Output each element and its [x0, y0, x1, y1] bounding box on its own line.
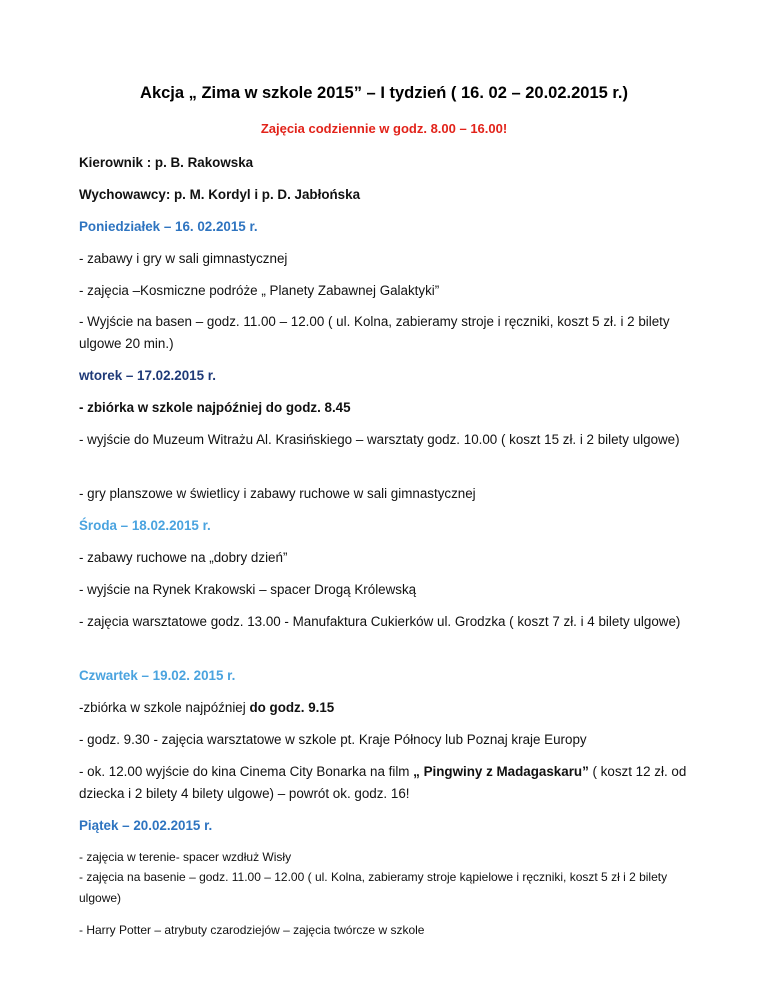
- document-title: Akcja „ Zima w szkole 2015” – I tydzień ( 16. 02 – 20.02.2015 r.): [140, 84, 628, 102]
- tuesday-heading: wtorek – 17.02.2015 r.: [79, 368, 216, 383]
- monday-item: - zajęcia –Kosmiczne podróże „ Planety Zabawnej Galaktyki”: [79, 283, 440, 298]
- thursday-item-text: - ok. 12.00 wyjście do kina Cinema City Bonarka na film: [79, 764, 414, 779]
- manager-line: Kierownik : p. B. Rakowska: [79, 155, 254, 170]
- movie-title: „ Pingwiny z Madagaskaru”: [413, 764, 589, 779]
- thursday-item: - godz. 9.30 - zajęcia warsztatowe w szkole pt. Kraje Północy lub Poznaj kraje Europy: [79, 732, 587, 747]
- tuesday-item: - gry planszowe w świetlicy i zabawy ruchowe w sali gimnastycznej: [79, 486, 476, 501]
- thursday-heading: Czwartek – 19.02. 2015 r.: [79, 668, 236, 683]
- monday-item: - Wyjście na basen – godz. 11.00 – 12.00 ( ul. Kolna, zabieramy stroje i ręczniki, koszt 5 zł. i 2 bilety ulgowe 20 min.): [79, 314, 670, 351]
- thursday-item-text: -zbiórka w szkole najpóźniej: [79, 700, 250, 715]
- wednesday-item: - zabawy ruchowe na „dobry dzień”: [79, 550, 288, 565]
- wednesday-heading: Środa – 18.02.2015 r.: [79, 518, 211, 533]
- thursday-item: [79, 697, 689, 719]
- caretakers-line: Wychowawcy: p. M. Kordyl i p. D. Jabłońska: [79, 187, 361, 202]
- friday-item: - zajęcia w terenie- spacer wzdłuż Wisły: [79, 850, 292, 864]
- friday-item: - Harry Potter – atrybuty czarodziejów – zajęcia twórcze w szkole: [79, 923, 425, 937]
- friday-heading: Piątek – 20.02.2015 r.: [79, 818, 213, 833]
- thursday-item: [79, 761, 689, 805]
- thursday-item-text: ( koszt 12 zł. od dziecka i 2 bilety 4 bilety ulgowe) – powrót ok. godz. 16!: [79, 764, 687, 801]
- schedule-hours-notice: Zajęcia codziennie w godz. 8.00 – 16.00!: [260, 121, 508, 136]
- friday-item: - zajęcia na basenie – godz. 11.00 – 12.00 ( ul. Kolna, zabieramy stroje kąpielowe i ręczniki, koszt 5 zł i 2 bilety ulgowe): [79, 870, 668, 905]
- monday-heading: Poniedziałek – 16. 02.2015 r.: [79, 219, 258, 234]
- thursday-item-emphasis: do godz. 9.15: [249, 700, 335, 715]
- tuesday-item: - zbiórka w szkole najpóźniej do godz. 8.45: [79, 400, 351, 415]
- tuesday-item: - wyjście do Muzeum Witrażu Al. Krasińskiego – warsztaty godz. 10.00 ( koszt 15 zł. i 2 bilety ulgowe): [79, 432, 680, 447]
- wednesday-item: - zajęcia warsztatowe godz. 13.00 - Manufaktura Cukierków ul. Grodzka ( koszt 7 zł. i 4 bilety ulgowe): [79, 614, 681, 629]
- wednesday-item: - wyjście na Rynek Krakowski – spacer Drogą Królewską: [79, 582, 417, 597]
- monday-item: - zabawy i gry w sali gimnastycznej: [79, 251, 288, 266]
